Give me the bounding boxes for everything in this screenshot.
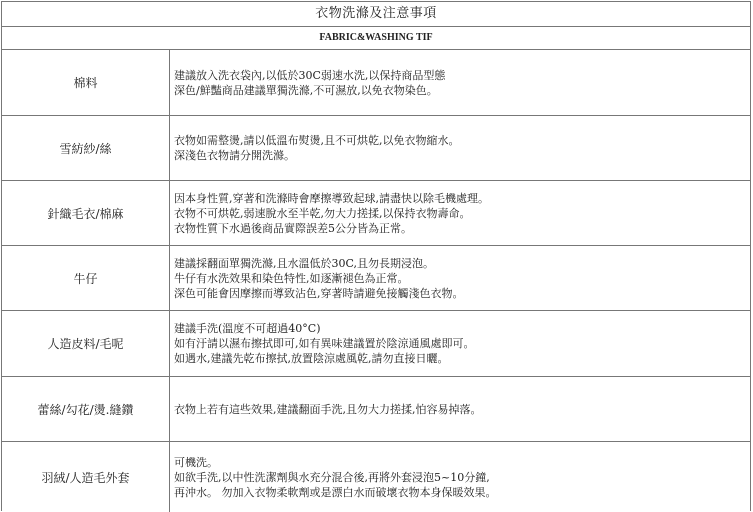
- category-cell: 蕾絲/勾花/燙.縫鑽: [2, 377, 170, 441]
- description-line: 如欲手洗,以中性洗潔劑與水充分混合後,再將外套浸泡5~10分鐘,: [174, 470, 490, 484]
- description-line: 可機洗。: [174, 455, 218, 469]
- table-row-faux-leather: [2, 311, 750, 377]
- description-line: 建議手洗(溫度不可超過40°C): [174, 322, 321, 335]
- table-title: 衣物洗滌及注意事項: [2, 2, 750, 27]
- table-row-chiffon-silk: [2, 116, 750, 181]
- table-subtitle: FABRIC&WASHING TIF: [2, 27, 750, 50]
- table-row-denim: [2, 246, 750, 311]
- description-cell: [170, 50, 750, 115]
- category-cell: 羽絨/人造毛外套: [2, 442, 170, 512]
- category-cell: 牛仔: [2, 246, 170, 310]
- description-line: 深色/鮮豔商品建議單獨洗滌,不可濕放,以免衣物染色。: [174, 83, 438, 97]
- table-row-cotton: [2, 50, 750, 116]
- description-line: 如有汙請以濕布擦拭即可,如有異味建議置於陰涼通風處即可。: [174, 337, 475, 350]
- description-cell: [170, 311, 750, 376]
- category-cell: 針織毛衣/棉麻: [2, 181, 170, 245]
- description-line: 衣物上若有這些效果,建議翻面手洗,且勿大力搓揉,怕容易掉落。: [174, 402, 482, 416]
- washing-instructions-table: [1, 1, 751, 511]
- description-cell: [170, 442, 750, 512]
- description-line: 因本身性質,穿著和洗滌時會摩擦導致起球,請盡快以除毛機處理。: [174, 191, 489, 205]
- description-cell: [170, 116, 750, 180]
- description-line: 深色可能會因摩擦而導致沾色,穿著時請避免接觸淺色衣物。: [174, 286, 464, 300]
- description-line: 如遇水,建議先乾布擦拭,放置陰涼處風乾,請勿直接日曬。: [174, 352, 449, 365]
- description-cell: [170, 377, 750, 441]
- category-cell: 雪紡紗/絲: [2, 116, 170, 180]
- description-line: 建議採翻面單獨洗滌,且水溫低於30C,且勿長期浸泡。: [174, 256, 435, 270]
- description-line: 衣物不可烘乾,弱速脫水至半乾,勿大力搓揉,以保持衣物壽命。: [174, 206, 471, 220]
- description-cell: [170, 181, 750, 245]
- description-line: 衣物性質下水過後商品實際誤差5公分皆為正常。: [174, 221, 412, 235]
- description-cell: [170, 246, 750, 310]
- category-cell: 人造皮料/毛呢: [2, 311, 170, 376]
- table-row-down-jacket: [2, 442, 750, 512]
- table-row-knitwear: [2, 181, 750, 246]
- table-row-lace: [2, 377, 750, 442]
- description-line: 深淺色衣物請分開洗滌。: [174, 149, 295, 162]
- category-cell: 棉料: [2, 50, 170, 115]
- description-line: 衣物如需整燙,請以低溫布熨燙,且不可烘乾,以免衣物縮水。: [174, 134, 460, 147]
- description-line: 再沖水。 勿加入衣物柔軟劑或是漂白水而破壞衣物本身保暖效果。: [174, 485, 497, 499]
- description-line: 建議放入洗衣袋內,以低於30C弱速水洗,以保持商品型態: [174, 68, 446, 82]
- description-line: 牛仔有水洗效果和染色特性,如逐漸褪色為正常。: [174, 271, 409, 285]
